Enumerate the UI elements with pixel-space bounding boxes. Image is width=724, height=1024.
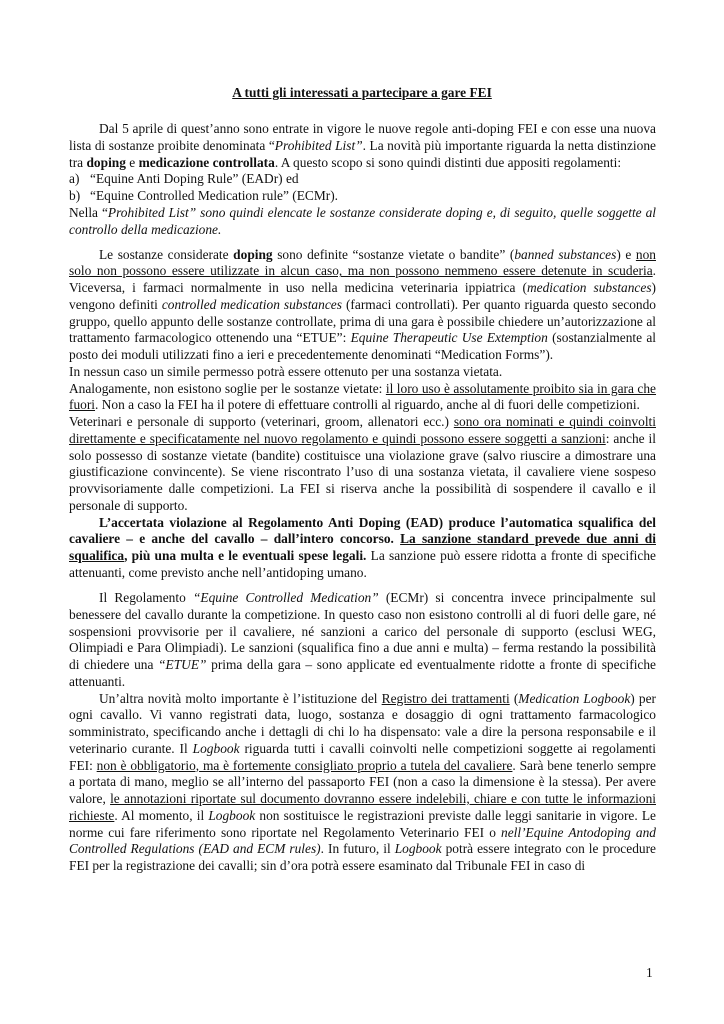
text-run: ( <box>509 690 519 706</box>
text-run: . A questo scopo si sono quindi distinti due appositi regolamenti: <box>274 154 622 170</box>
text-run: . Sarà bene tenerlo sempre a portata di mano, meglio se all’interno del passaporto FEI (non a caso la dimensione è la stessa). Per avere valore, <box>69 757 656 807</box>
document-title: A tutti gli interessati a partecipare a gare FEI <box>232 85 492 100</box>
text-run: non sostituisce le registrazioni previste dalle leggi sanitarie in vigore. Le norme cui fare riferimento sono riportate nel Regolamento Veterinario FEI o <box>69 807 656 840</box>
emphasis-text: Logbook <box>394 841 442 857</box>
list-item-text: “Equine Anti Doping Rule” (EADr) ed <box>90 171 299 187</box>
bold-text: doping <box>86 154 126 170</box>
text-run: ) per ogni cavallo. Vi vanno registrati data, luogo, sostanza e dosaggio di ogni trattamento farmacologico somministrato, specificando anche i dettagli di chi lo ha dispensato: vale a dire la persona responsabile e il veterinario curante. Il <box>69 690 657 756</box>
paragraph-sanctions <box>69 515 656 582</box>
text-run: Veterinari e personale di supporto (veterinari, groom, allenatori ecc.) <box>69 414 454 430</box>
list-item <box>69 188 656 205</box>
emphasis-text: nell’Equine Antodoping and Controlled Regulations (EAD and ECM rules) <box>69 824 656 857</box>
list-item-text: “Equine Controlled Medication rule” (ECMr). <box>90 188 339 203</box>
text-run: e <box>125 154 139 170</box>
emphasis-text: controlled medication substances <box>161 296 342 312</box>
emphasis-text: Prohibited List” sono quindi elencate le sostanze considerate doping e, di seguito, quelle soggette al controllo della medicazione. <box>69 204 656 237</box>
bold-underlined-text: La sanzione standard prevede due anni di squalifica <box>69 531 656 564</box>
paragraph-controlled-medication <box>69 590 656 691</box>
text-run: Dal 5 aprile di quest’anno sono entrate in vigore le nuove regole anti-doping FEI e con esse una nuova lista di sostanze proibite denominata “ <box>69 121 656 153</box>
emphasis-text: Prohibited List” <box>274 137 363 153</box>
list-item-label: a) <box>69 171 80 187</box>
text-run: Un’altra novità molto importante è l’istituzione del <box>99 690 382 706</box>
paragraph-doping-substances <box>69 247 656 364</box>
underlined-text: sono ora nominati e quindi coinvolti direttamente e specificatamente nel nuovo regolamento e quindi possono essere soggetti a sanzioni <box>69 414 656 446</box>
underlined-text: le annotazioni riportate sul documento dovranno essere indelebili, chiare e con tutte le informazioni richieste <box>69 791 656 823</box>
text-run: Analogamente, non esistono soglie per le sostanze vietate: <box>69 380 386 396</box>
paragraph-intro <box>69 121 656 171</box>
paragraph-support-staff <box>69 414 656 515</box>
emphasis-text: “Equine Controlled Medication” <box>192 590 379 606</box>
text-run: potrà essere integrato con le procedure FEI per la registrazione dei cavalli; sin d’ora potrà essere esaminato dal Tribunale FEI in caso di <box>69 841 656 874</box>
bold-text: L’accertata violazione al Regolamento Anti Doping (EAD) produce l’automatica squalifica del cavaliere – e anche del cavallo – dall’intero concorso. <box>69 514 656 547</box>
bold-text: , più una multa e le eventuali spese legali. <box>124 548 367 564</box>
bold-text: medicazione controllata <box>138 154 275 170</box>
text-run: (farmaci controllati). Per quanto riguarda questo secondo gruppo, quello appunto delle sostanze controllate, prima di una gara è possibile chiedere un’autorizzazione al trattamento farmacologico ottenendo una “ETUE”: <box>69 296 656 346</box>
text-run: . Viceversa, i farmaci normalmente in uso nella medicina veterinaria ippiatrica ( <box>69 263 656 296</box>
text-run: (ECMr) si concentra invece principalmente sul benessere del cavallo durante la competizione. In questo caso non esistono controlli al di fuori delle gare, né sospensioni provvisorie per il cavaliere, né sanzioni a carico del personale di supporto (esclusi WEG, Olimpiadi e Para Olimpiadi). Le sanzioni (squalifica fino a due anni e multa) – ferma restando la possibilità di chiedere una <box>69 590 656 673</box>
paragraph-spacer <box>69 582 656 590</box>
text-run: Il Regolamento <box>99 590 193 606</box>
underlined-text: Registro dei trattamenti <box>381 690 510 706</box>
text-run: . Non a caso la FEI ha il potere di effettuare controlli al riguardo, anche al di fuori delle competizioni. <box>95 397 640 413</box>
emphasis-text: Equine Therapeutic Use Extemption <box>350 330 548 346</box>
emphasis-text: “ETUE” <box>158 657 207 673</box>
document-body <box>69 121 656 875</box>
text-run: Le sostanze considerate <box>99 246 234 262</box>
text-run: sono definite “sostanze vietate o bandite” ( <box>272 246 515 262</box>
emphasis-text: medication substances <box>526 280 652 296</box>
paragraph-no-permission: In nessun caso un simile permesso potrà essere ottenuto per una sostanza vietata. <box>69 363 503 379</box>
underlined-text: il loro uso è assolutamente proibito sia in gara che fuori <box>69 380 657 413</box>
text-run: La sanzione può essere ridotta a fronte di specifiche attenuanti, come previsto anche nell’antidoping umano. <box>69 548 656 580</box>
emphasis-text: Logbook <box>208 807 256 823</box>
underlined-text: non è obbligatorio, ma è fortemente consigliato proprio a tutela del cavaliere <box>96 757 513 773</box>
text-run: (sostanzialmente al posto dei moduli utilizzati fino a ieri e precedentemente denominati “Medication Forms”). <box>69 330 656 363</box>
regulations-list <box>69 171 656 205</box>
list-item-label: b) <box>69 188 81 203</box>
text-run: . In futuro, il <box>320 841 395 857</box>
text-run: Nella “ <box>69 204 108 220</box>
text-run: prima della gara – sono applicate ed eventualmente ridotte a fronte di specifiche attenuanti. <box>69 657 656 689</box>
list-item <box>69 171 656 188</box>
bold-text: doping <box>233 246 273 262</box>
text-run: ) vengono definiti <box>69 280 657 312</box>
page-number: 1 <box>646 965 653 980</box>
emphasis-text: banned substances <box>514 246 617 262</box>
text-run: ) e <box>616 246 636 262</box>
paragraph-no-thresholds <box>69 381 656 415</box>
text-run: . La novità più importante riguarda la netta distinzione tra <box>69 137 656 170</box>
text-run: . Al momento, il <box>114 807 209 823</box>
text-run: riguarda tutti i cavalli coinvolti nelle competizioni soggette ai regolamenti FEI: <box>69 740 656 773</box>
underlined-text: non solo non possono essere utilizzate in alcun caso, ma non possono nemmeno essere detenute in scuderia <box>69 246 656 279</box>
paragraph-logbook <box>69 691 656 875</box>
text-run: : anche il solo possesso di sostanze vietate (bandite) costituisce una violazione grave (salvo riuscire a dimostrare una giustificazione convincente). Se viene riscontrato l’uso di una sostanza vietata, il cavaliere viene sospeso provvisoriamente dalle competizioni. La FEI si riserva anche la possibilità di sospendere il cavallo e il personale di supporto. <box>69 430 656 513</box>
emphasis-text: Logbook <box>192 740 240 756</box>
paragraph-prohibited-list <box>69 205 656 239</box>
paragraph-spacer <box>69 238 656 246</box>
emphasis-text: Medication Logbook <box>518 690 631 706</box>
